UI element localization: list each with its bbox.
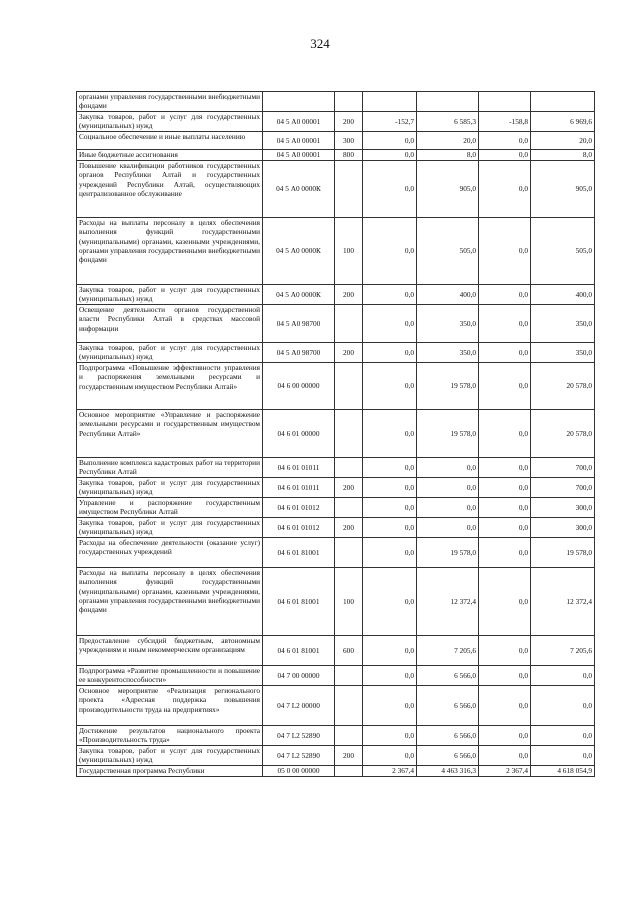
row-name-cell: Повышение квалификации работников государственных органов Республики Алтай и государственных учреждений Республики Алтай, осуществляющих централизованное обслуживание	[77, 161, 263, 218]
row-name-cell: Основное мероприятие «Реализация регионального проекта «Адресная поддержка повышения производительности труда на предприятиях»	[77, 686, 263, 726]
row-amount-3-cell: 0,0	[479, 150, 531, 161]
row-code-cell: 04 7 L2 52890	[263, 726, 335, 746]
row-expense-type-cell: 200	[335, 112, 363, 132]
row-expense-type-cell	[335, 161, 363, 218]
row-amount-3-cell: 0,0	[479, 498, 531, 518]
row-amount-2-cell: 19 578,0	[417, 363, 479, 410]
row-amount-2-cell: 350,0	[417, 343, 479, 363]
row-name-cell: Подпрограмма «Повышение эффективности управления и распоряжения земельными ресурсами и государственным имуществом Республики Алтай»	[77, 363, 263, 410]
row-code-cell: 04 6 01 01011	[263, 458, 335, 478]
table-row	[77, 498, 595, 518]
row-expense-type-cell	[335, 766, 363, 777]
row-expense-type-cell	[335, 410, 363, 458]
row-expense-type-cell	[335, 686, 363, 726]
row-code-cell: 04 5 А0 98700	[263, 343, 335, 363]
row-amount-3-cell: 0,0	[479, 343, 531, 363]
row-amount-2-cell: 0,0	[417, 518, 479, 538]
row-amount-1-cell: 0,0	[363, 305, 417, 343]
table-body	[77, 92, 595, 777]
row-code-cell: 04 6 00 00000	[263, 363, 335, 410]
row-code-cell: 04 6 01 01011	[263, 478, 335, 498]
row-name-cell: Выполнение комплекса кадастровых работ на территории Республики Алтай	[77, 458, 263, 478]
row-code-cell: 04 6 01 01012	[263, 498, 335, 518]
row-name-cell: Достижение результатов национального проекта «Производительность труда»	[77, 726, 263, 746]
row-code-cell: 05 0 00 00000	[263, 766, 335, 777]
row-amount-1-cell: 0,0	[363, 518, 417, 538]
row-amount-1-cell: 0,0	[363, 132, 417, 150]
row-amount-4-cell: 700,0	[531, 478, 595, 498]
row-code-cell: 04 7 00 00000	[263, 666, 335, 686]
row-code-cell: 04 6 01 81001	[263, 636, 335, 666]
table-row	[77, 410, 595, 458]
row-amount-4-cell: 300,0	[531, 498, 595, 518]
row-amount-1-cell: 0,0	[363, 478, 417, 498]
row-expense-type-cell	[335, 666, 363, 686]
row-amount-2-cell: 6 585,3	[417, 112, 479, 132]
table-row	[77, 726, 595, 746]
row-amount-2-cell	[417, 92, 479, 112]
table-row	[77, 666, 595, 686]
row-name-cell: Закупка товаров, работ и услуг для государственных (муниципальных) нужд	[77, 343, 263, 363]
row-amount-3-cell: 0,0	[479, 161, 531, 218]
row-name-cell: Управление и распоряжение государственным имуществом Республики Алтай	[77, 498, 263, 518]
row-code-cell: 04 5 А0 0000К	[263, 218, 335, 285]
row-code-cell: 04 6 01 00000	[263, 410, 335, 458]
row-amount-2-cell: 20,0	[417, 132, 479, 150]
table-row	[77, 363, 595, 410]
row-amount-1-cell: 0,0	[363, 686, 417, 726]
row-expense-type-cell: 200	[335, 343, 363, 363]
row-expense-type-cell	[335, 538, 363, 568]
row-code-cell: 04 7 L2 00000	[263, 686, 335, 726]
row-amount-1-cell: 0,0	[363, 218, 417, 285]
row-amount-1-cell: 0,0	[363, 568, 417, 636]
row-amount-4-cell: 400,0	[531, 285, 595, 305]
row-expense-type-cell	[335, 92, 363, 112]
row-amount-2-cell: 19 578,0	[417, 410, 479, 458]
row-code-cell: 04 5 А0 0000К	[263, 285, 335, 305]
row-amount-4-cell: 7 205,6	[531, 636, 595, 666]
table-row	[77, 161, 595, 218]
row-amount-4-cell: 8,0	[531, 150, 595, 161]
row-expense-type-cell: 100	[335, 568, 363, 636]
table-row	[77, 132, 595, 150]
row-amount-4-cell: 4 618 054,9	[531, 766, 595, 777]
page-number: 324	[310, 36, 330, 51]
row-amount-2-cell: 905,0	[417, 161, 479, 218]
table-row	[77, 538, 595, 568]
table-row	[77, 458, 595, 478]
row-amount-1-cell: 0,0	[363, 636, 417, 666]
row-amount-2-cell: 8,0	[417, 150, 479, 161]
row-amount-3-cell: -158,8	[479, 112, 531, 132]
row-expense-type-cell: 100	[335, 218, 363, 285]
row-amount-4-cell: 6 969,6	[531, 112, 595, 132]
row-amount-1-cell: 0,0	[363, 410, 417, 458]
row-amount-1-cell: 0,0	[363, 666, 417, 686]
row-amount-4-cell: 700,0	[531, 458, 595, 478]
row-amount-1-cell: 0,0	[363, 343, 417, 363]
row-code-cell: 04 5 А0 0000К	[263, 161, 335, 218]
table-row	[77, 150, 595, 161]
row-amount-2-cell: 7 205,6	[417, 636, 479, 666]
table-row	[77, 285, 595, 305]
row-amount-4-cell: 0,0	[531, 746, 595, 766]
row-amount-4-cell: 12 372,4	[531, 568, 595, 636]
row-amount-4-cell: 0,0	[531, 726, 595, 746]
row-amount-1-cell: -152,7	[363, 112, 417, 132]
row-amount-3-cell: 0,0	[479, 363, 531, 410]
row-amount-3-cell: 0,0	[479, 568, 531, 636]
row-code-cell: 04 5 А0 00001	[263, 132, 335, 150]
row-amount-2-cell: 12 372,4	[417, 568, 479, 636]
row-code-cell: 04 5 А0 00001	[263, 150, 335, 161]
row-amount-4-cell: 20 578,0	[531, 363, 595, 410]
table-row	[77, 686, 595, 726]
row-name-cell: Предоставление субсидий бюджетным, автономным учреждениям и иным некоммерческим организациям	[77, 636, 263, 666]
table-row	[77, 478, 595, 498]
row-code-cell: 04 6 01 81001	[263, 538, 335, 568]
row-amount-4-cell: 350,0	[531, 305, 595, 343]
row-amount-3-cell: 0,0	[479, 726, 531, 746]
row-amount-2-cell: 19 578,0	[417, 538, 479, 568]
row-amount-1-cell: 2 367,4	[363, 766, 417, 777]
row-amount-3-cell: 0,0	[479, 746, 531, 766]
row-amount-4-cell: 20,0	[531, 132, 595, 150]
row-code-cell: 04 5 А0 98700	[263, 305, 335, 343]
row-expense-type-cell	[335, 305, 363, 343]
row-amount-3-cell: 0,0	[479, 518, 531, 538]
row-amount-2-cell: 6 566,0	[417, 686, 479, 726]
row-amount-4-cell	[531, 92, 595, 112]
table-row	[77, 568, 595, 636]
row-amount-4-cell: 505,0	[531, 218, 595, 285]
row-name-cell: Иные бюджетные ассигнования	[77, 150, 263, 161]
row-amount-1-cell: 0,0	[363, 726, 417, 746]
row-amount-3-cell: 0,0	[479, 305, 531, 343]
row-amount-2-cell: 0,0	[417, 498, 479, 518]
row-name-cell: Закупка товаров, работ и услуг для государственных (муниципальных) нужд	[77, 518, 263, 538]
table-row	[77, 218, 595, 285]
row-amount-2-cell: 6 566,0	[417, 666, 479, 686]
row-amount-4-cell: 20 578,0	[531, 410, 595, 458]
table-row	[77, 518, 595, 538]
row-expense-type-cell: 200	[335, 746, 363, 766]
row-expense-type-cell	[335, 458, 363, 478]
row-name-cell: Подпрограмма «Развитие промышленности и повышение ее конкурентоспособности»	[77, 666, 263, 686]
row-amount-3-cell: 0,0	[479, 686, 531, 726]
row-amount-3-cell: 0,0	[479, 666, 531, 686]
row-expense-type-cell: 800	[335, 150, 363, 161]
table-row	[77, 305, 595, 343]
row-expense-type-cell	[335, 726, 363, 746]
row-expense-type-cell: 200	[335, 285, 363, 305]
row-amount-1-cell: 0,0	[363, 285, 417, 305]
row-amount-4-cell: 300,0	[531, 518, 595, 538]
table-row	[77, 343, 595, 363]
row-amount-3-cell: 0,0	[479, 410, 531, 458]
row-amount-2-cell: 4 463 316,3	[417, 766, 479, 777]
row-amount-3-cell	[479, 92, 531, 112]
row-amount-3-cell: 0,0	[479, 478, 531, 498]
table-row	[77, 636, 595, 666]
row-name-cell: Расходы на обеспечение деятельности (оказание услуг) государственных учреждений	[77, 538, 263, 568]
row-expense-type-cell: 200	[335, 478, 363, 498]
row-code-cell: 04 7 L2 52890	[263, 746, 335, 766]
row-amount-3-cell: 0,0	[479, 538, 531, 568]
budget-table	[76, 91, 595, 777]
row-amount-3-cell: 0,0	[479, 285, 531, 305]
row-code-cell: 04 6 01 81001	[263, 568, 335, 636]
row-code-cell	[263, 92, 335, 112]
row-amount-1-cell	[363, 92, 417, 112]
row-amount-4-cell: 0,0	[531, 686, 595, 726]
row-amount-3-cell: 0,0	[479, 132, 531, 150]
row-amount-2-cell: 6 566,0	[417, 726, 479, 746]
row-name-cell: Социальное обеспечение и иные выплаты населению	[77, 132, 263, 150]
row-amount-4-cell: 0,0	[531, 666, 595, 686]
row-amount-1-cell: 0,0	[363, 363, 417, 410]
row-name-cell: Закупка товаров, работ и услуг для государственных (муниципальных) нужд	[77, 285, 263, 305]
row-expense-type-cell: 300	[335, 132, 363, 150]
row-amount-2-cell: 0,0	[417, 478, 479, 498]
row-amount-3-cell: 0,0	[479, 218, 531, 285]
row-amount-3-cell: 2 367,4	[479, 766, 531, 777]
row-amount-2-cell: 505,0	[417, 218, 479, 285]
row-name-cell: Освещение деятельности органов государственной власти Республики Алтай в средствах массовой информации	[77, 305, 263, 343]
row-expense-type-cell: 600	[335, 636, 363, 666]
table-row	[77, 746, 595, 766]
row-name-cell: Расходы на выплаты персоналу в целях обеспечения выполнения функций государственными (муниципальными) органами, казенными учреждениями, органами управления государственными внебюджетными фондами	[77, 218, 263, 285]
row-amount-1-cell: 0,0	[363, 458, 417, 478]
row-code-cell: 04 6 01 01012	[263, 518, 335, 538]
table-row	[77, 92, 595, 112]
row-amount-4-cell: 905,0	[531, 161, 595, 218]
row-amount-1-cell: 0,0	[363, 538, 417, 568]
table-row	[77, 766, 595, 777]
row-expense-type-cell	[335, 498, 363, 518]
row-amount-4-cell: 19 578,0	[531, 538, 595, 568]
row-amount-1-cell: 0,0	[363, 746, 417, 766]
row-amount-2-cell: 6 566,0	[417, 746, 479, 766]
row-name-cell: Закупка товаров, работ и услуг для государственных (муниципальных) нужд	[77, 112, 263, 132]
row-name-cell: Основное мероприятие «Управление и распоряжение земельными ресурсами и государственным имуществом Республики Алтай»	[77, 410, 263, 458]
row-expense-type-cell	[335, 363, 363, 410]
row-name-cell: органами управления государственными внебюджетными фондами	[77, 92, 263, 112]
row-amount-1-cell: 0,0	[363, 498, 417, 518]
row-name-cell: Закупка товаров, работ и услуг для государственных (муниципальных) нужд	[77, 478, 263, 498]
row-amount-2-cell: 400,0	[417, 285, 479, 305]
row-amount-2-cell: 0,0	[417, 458, 479, 478]
row-code-cell: 04 5 А0 00001	[263, 112, 335, 132]
row-amount-2-cell: 350,0	[417, 305, 479, 343]
row-name-cell: Государственная программа Республики	[77, 766, 263, 777]
row-name-cell: Закупка товаров, работ и услуг для государственных (муниципальных) нужд	[77, 746, 263, 766]
row-name-cell: Расходы на выплаты персоналу в целях обеспечения выполнения функций государственными (муниципальными) органами, казенными учреждениями, органами управления государственными внебюджетными фондами	[77, 568, 263, 636]
row-amount-3-cell: 0,0	[479, 458, 531, 478]
row-amount-3-cell: 0,0	[479, 636, 531, 666]
row-expense-type-cell: 200	[335, 518, 363, 538]
table-row	[77, 112, 595, 132]
row-amount-1-cell: 0,0	[363, 161, 417, 218]
row-amount-4-cell: 350,0	[531, 343, 595, 363]
row-amount-1-cell: 0,0	[363, 150, 417, 161]
